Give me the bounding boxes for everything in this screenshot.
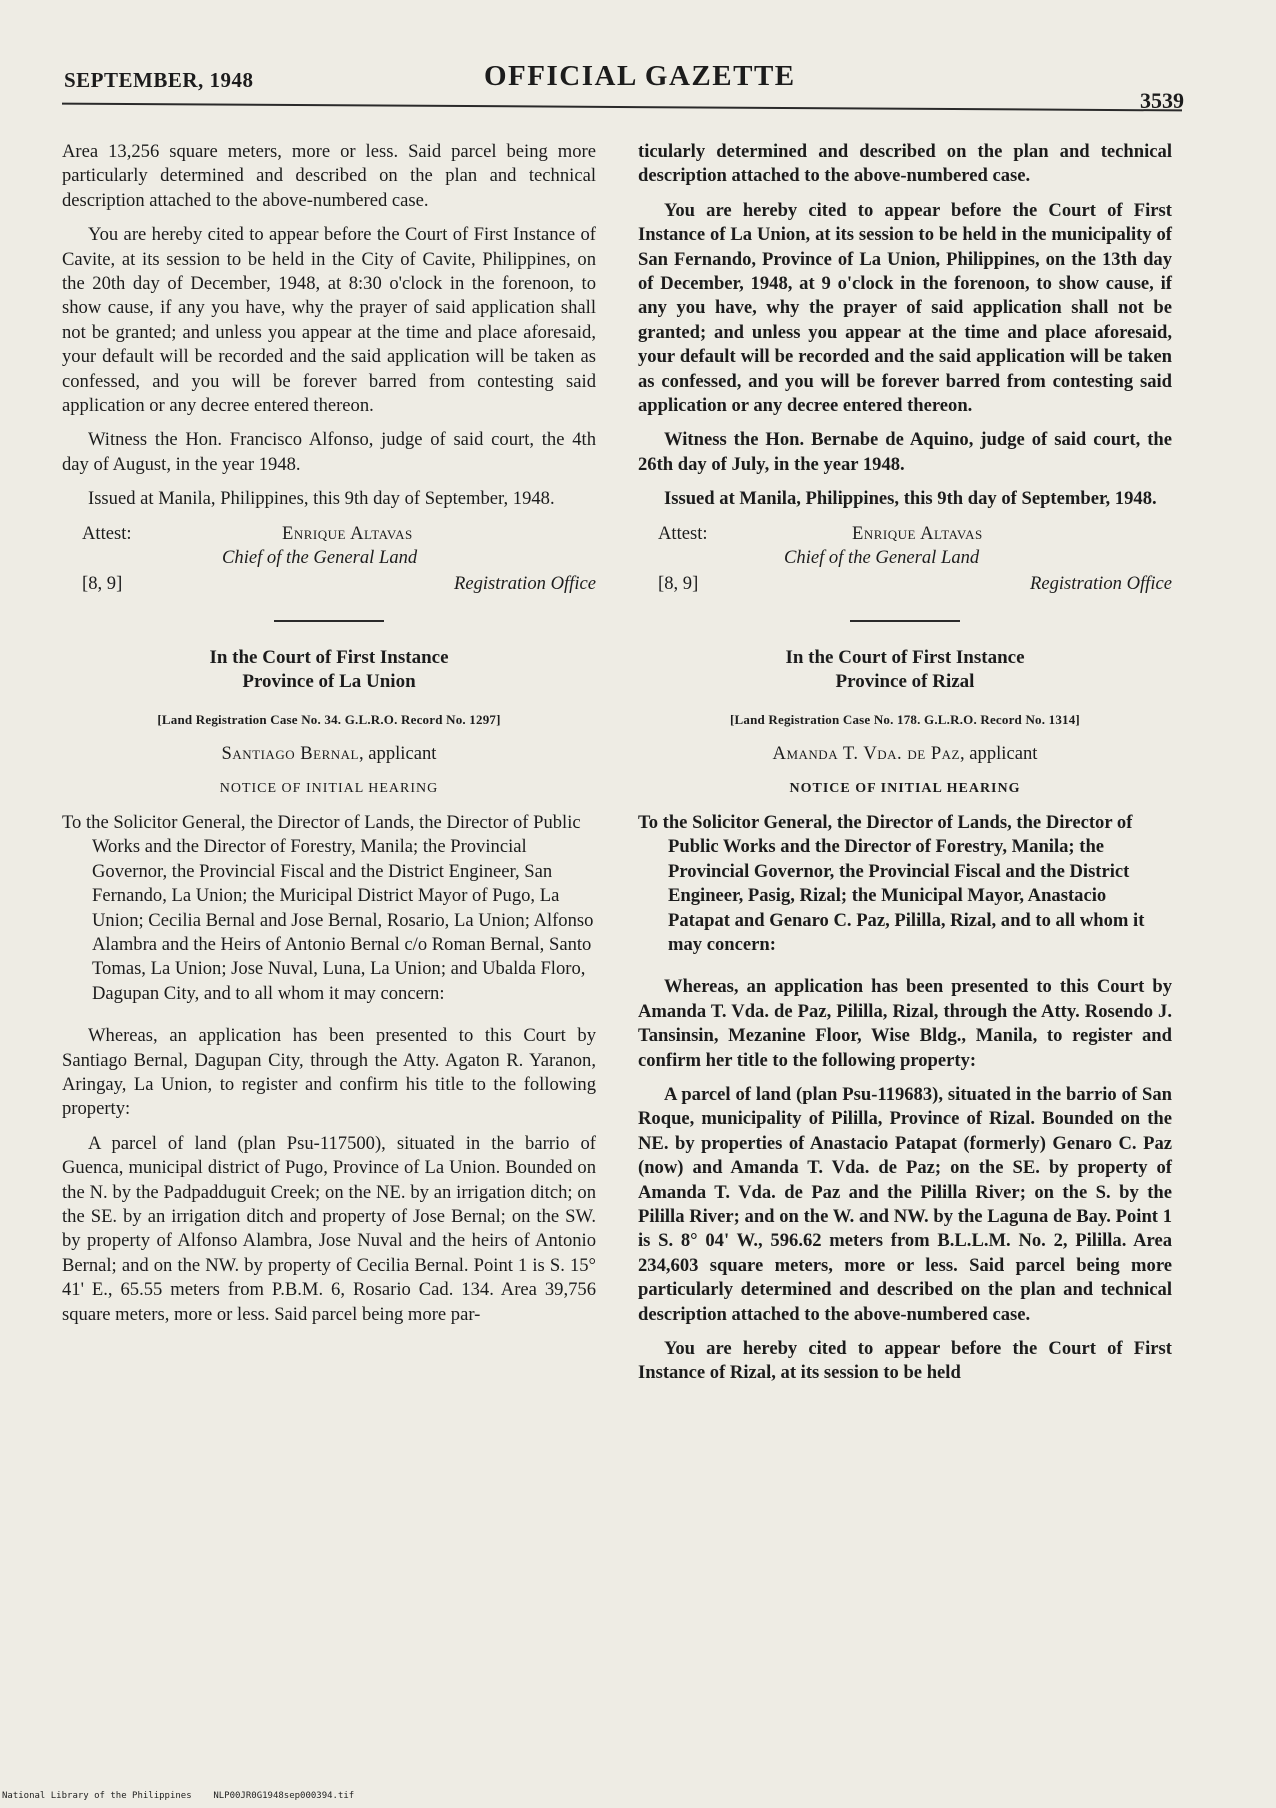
court-province: Province of La Union [242,670,416,692]
applicant-line [62,742,596,766]
right-paragraph: ticularly determined and described on the plan and technical description attached to the above-numbered case. [638,141,1172,187]
issue-reference: [8, 9] [658,572,699,594]
page-header [64,60,1194,113]
left-paragraph: A parcel of land (plan Psu-117500), situated in the barrio of Guenca, municipal district of Pugo, Province of La Union. Bounded on the N. by the Padpadduguit Creek; on the NE. by an irrigation ditch; on the SE. by an irrigation ditch and property of Jose Bernal; on the SW. by property of Alfonso Alambra, Jose Nuval and the heirs of Antonio Bernal; and on the NW. by property of Cecilia Bernal. Point 1 is S. 15° 41' E., 65.55 meters from P.B.M. 6, Rosario Cad. 134. Area 39,756 square meters, more or less. Said parcel being more par- [62,1132,596,1325]
case-reference: [Land Registration Case No. 178. G.L.R.O. Record No. 1314] [730,711,1080,727]
left-paragraph: Issued at Manila, Philippines, this 9th day of September, 1948. [88,488,555,510]
applicant-name: Amanda T. Vda. de Paz [772,743,960,765]
signer-name: Enrique Altavas [852,522,983,544]
signer-title: Chief of the General Land [784,546,980,568]
left-paragraph: Whereas, an application has been presented to this Court by Santiago Bernal, Dagupan City, through the Atty. Agaton R. Yaranon, Aringay, La Union, to register and confirm his title to the following property: [62,1025,596,1120]
court-province: Province of Rizal [835,670,975,692]
case-reference: [Land Registration Case No. 34. G.L.R.O. Record No. 1297] [157,711,501,727]
applicant-role: , applicant [960,743,1038,765]
scan-filename: NLP00JR0G1948sep000394.tif [213,1791,355,1801]
signer-office: Registration Office [1029,572,1172,594]
right-paragraph: Witness the Hon. Bernabe de Aquino, judge of said court, the 26th day of July, in the year 1948. [638,429,1172,475]
scan-source: National Library of the Philippines [2,1791,192,1801]
signer-title: Chief of the General Land [222,546,418,568]
left-paragraph: Area 13,256 square meters, more or less. Said parcel being more particularly determined and described on the plan and technical description attached to the above-numbered case. [62,141,596,211]
right-paragraph: Issued at Manila, Philippines, this 9th day of September, 1948. [664,488,1157,510]
page-number: 3539 [1140,88,1184,113]
signer-office: Registration Office [453,572,596,594]
court-name: In the Court of First Instance [209,646,449,668]
right-paragraph: A parcel of land (plan Psu-119683), situated in the barrio of San Roque, municipality of Pililla, Province of Rizal. Bounded on the NE. by properties of Anastacio Patapat (formerly) Genaro C. Paz (now) and Amanda T. Vda. de Paz; on the SE. by property of Amanda T. Vda. de Paz and the Pililla River; on the S. by the Pililla River; and on the W. and NW. by the Laguna de Bay. Point 1 is S. 8° 04' W., 596.62 meters from B.L.L.M. No. 2, Pililla. Area 234,603 square meters, more or less. Said parcel being more particularly determined and described on the plan and technical description attached to the above-numbered case. [638,1083,1172,1325]
left-attest-block [62,522,596,606]
right-paragraph: You are hereby cited to appear before the Court of First Instance of La Union, at its session to be held in the municipality of San Fernando, Province of La Union, Philippines, on the 13th day of December, 1948, at 9 o'clock in the forenoon, to show cause, if any you have, why the prayer of said application shall not be granted; and unless you appear at the time and place aforesaid, your default will be recorded and the said application will be taken as confessed, and you will be forever barred from contesting said application or any decree entered thereon. [638,199,1172,417]
right-paragraph: Whereas, an application has been presented to this Court by Amanda T. Vda. de Paz, Pililla, Rizal, through the Atty. Rosendo J. Tansinsin, Mezanine Floor, Wise Bldg., Manila, to register and confirm her title to the following property: [638,976,1172,1071]
left-paragraph: Witness the Hon. Francisco Alfonso, judge of said court, the 4th day of August, in the year 1948. [62,429,596,475]
scan-footer [2,1791,354,1801]
section-divider [850,620,960,622]
addressee-list: To the Solicitor General, the Director of Lands, the Director of Public Works and the Director of Forestry, Manila; the Provincial Governor, the Provincial Fiscal and the District Engineer, San Fernando, La Union; the Muricipal District Mayor of Pugo, La Union; Cecilia Bernal and Jose Bernal, Rosario, La Union; Alfonso Alambra and the Heirs of Antonio Bernal c/o Roman Bernal, Santo Tomas, La Union; Jose Nuval, Luna, La Union; and Ubalda Floro, Dagupan City, and to all whom it may concern: [62,811,594,1004]
court-name: In the Court of First Instance [785,646,1025,668]
right-column [638,140,1172,1396]
applicant-name: Santiago Bernal [221,743,359,765]
left-paragraph: You are hereby cited to appear before the Court of First Instance of Cavite, at its session to be held in the City of Cavite, Philippines, on the 20th day of December, 1948, at 8:30 o'clock in the forenoon, to show cause, if any you have, why the prayer of said application shall not be granted; and unless you appear at the time and place aforesaid, your default will be recorded and the said application will be taken as confessed, and you will be forever barred from contesting said application or any decree entered thereon. [62,224,596,417]
court-title [638,646,1172,694]
notice-heading: NOTICE OF INITIAL HEARING [219,780,439,796]
court-title [62,646,596,694]
applicant-line [638,742,1172,766]
notice-heading: NOTICE OF INITIAL HEARING [789,780,1021,796]
addressee-list: To the Solicitor General, the Director of Lands, the Director of Public Works and the Director of Forestry, Manila; the Provincial Governor, the Provincial Fiscal and the District Engineer, Pasig, Rizal; the Municipal Mayor, Anastacio Patapat and Genaro C. Paz, Pililla, Rizal, and to all whom it may concern: [638,811,1145,955]
right-paragraph: You are hereby cited to appear before the Court of First Instance of Rizal, at its session to be held [638,1338,1172,1384]
right-attest-block [638,522,1172,606]
attest-label: Attest: [82,522,132,544]
left-column [62,140,596,1337]
section-divider [274,620,384,622]
issue-reference: [8, 9] [82,572,123,594]
publication-title: OFFICIAL GAZETTE [484,60,796,92]
issue-date: SEPTEMBER, 1948 [64,68,254,92]
attest-label: Attest: [658,522,708,544]
signer-name: Enrique Altavas [282,522,413,544]
applicant-role: , applicant [358,743,437,765]
